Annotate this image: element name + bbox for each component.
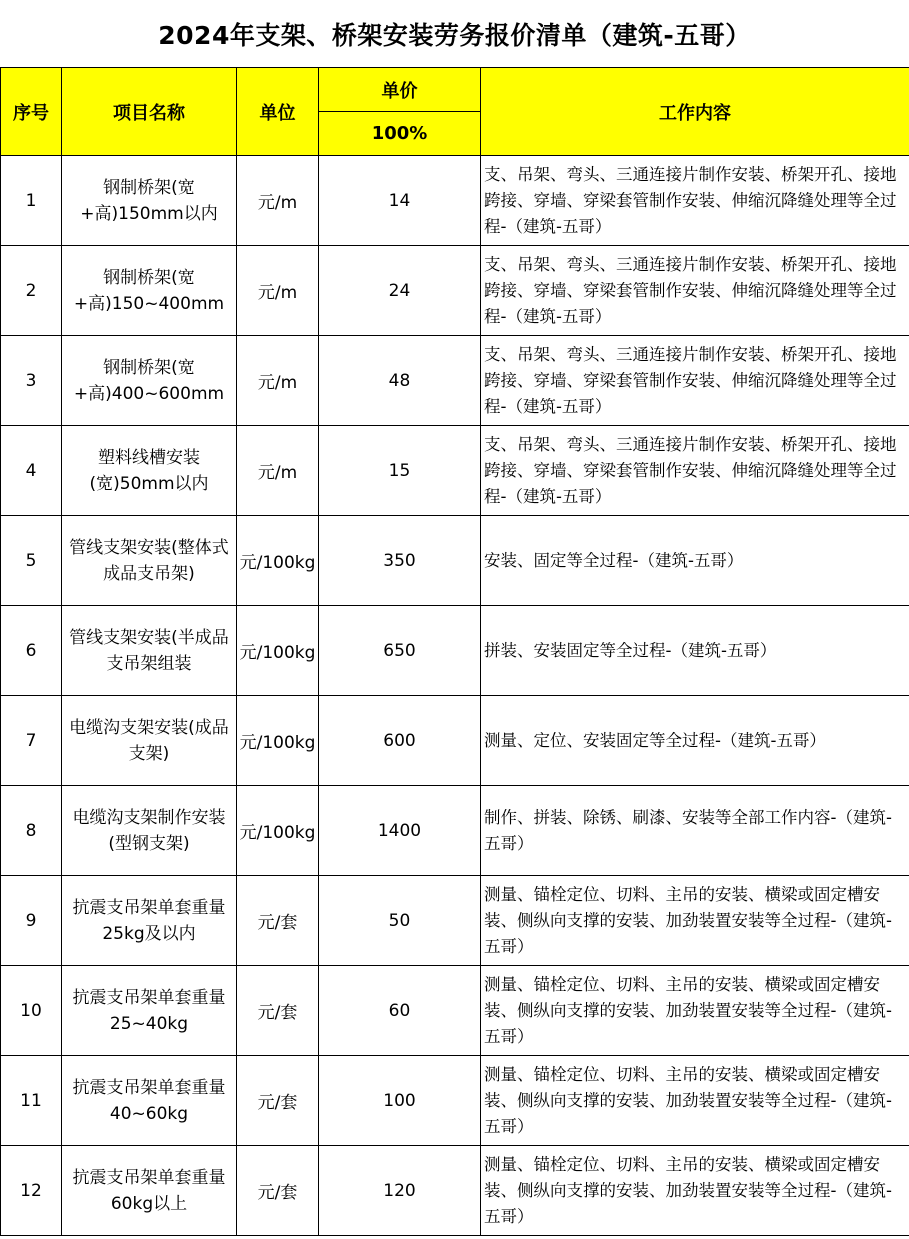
cell-work: 制作、拼装、除锈、刷漆、安装等全部工作内容-（建筑-五哥） bbox=[481, 786, 909, 876]
cell-work: 测量、锚栓定位、切料、主吊的安装、横梁或固定槽安装、侧纵向支撑的安装、加劲装置安装等全过程-（建筑-五哥） bbox=[481, 1056, 909, 1146]
cell-work: 支、吊架、弯头、三通连接片制作安装、桥架开孔、接地跨接、穿墙、穿梁套管制作安装、伸缩沉降缝处理等全过程-（建筑-五哥） bbox=[481, 246, 909, 336]
page-title: 2024年支架、桥架安装劳务报价清单（建筑-五哥） bbox=[158, 20, 751, 50]
cell-price: 60 bbox=[319, 966, 481, 1056]
cell-seq: 5 bbox=[1, 516, 62, 606]
header-work: 工作内容 bbox=[481, 68, 909, 156]
cell-seq: 11 bbox=[1, 1056, 62, 1146]
cell-name: 管线支架安装(半成品支吊架组装 bbox=[62, 606, 237, 696]
cell-seq: 4 bbox=[1, 426, 62, 516]
cell-seq: 1 bbox=[1, 156, 62, 246]
cell-unit: 元/套 bbox=[237, 876, 319, 966]
table-row bbox=[1, 786, 909, 876]
cell-price: 350 bbox=[319, 516, 481, 606]
cell-work: 支、吊架、弯头、三通连接片制作安装、桥架开孔、接地跨接、穿墙、穿梁套管制作安装、伸缩沉降缝处理等全过程-（建筑-五哥） bbox=[481, 336, 909, 426]
table-body bbox=[1, 156, 909, 1236]
table-row bbox=[1, 336, 909, 426]
cell-price: 14 bbox=[319, 156, 481, 246]
cell-name: 抗震支吊架单套重量60kg以上 bbox=[62, 1146, 237, 1236]
cell-seq: 12 bbox=[1, 1146, 62, 1236]
cell-seq: 6 bbox=[1, 606, 62, 696]
cell-name: 钢制桥架(宽+高)150~400mm bbox=[62, 246, 237, 336]
cell-unit: 元/100kg bbox=[237, 696, 319, 786]
cell-unit: 元/套 bbox=[237, 1056, 319, 1146]
cell-price: 1400 bbox=[319, 786, 481, 876]
cell-unit: 元/套 bbox=[237, 1146, 319, 1236]
cell-seq: 2 bbox=[1, 246, 62, 336]
table-row bbox=[1, 1146, 909, 1236]
cell-work: 测量、锚栓定位、切料、主吊的安装、横梁或固定槽安装、侧纵向支撑的安装、加劲装置安装等全过程-（建筑-五哥） bbox=[481, 1146, 909, 1236]
table-row bbox=[1, 516, 909, 606]
header-seq: 序号 bbox=[1, 68, 62, 156]
cell-name: 电缆沟支架安装(成品支架) bbox=[62, 696, 237, 786]
cell-work: 测量、锚栓定位、切料、主吊的安装、横梁或固定槽安装、侧纵向支撑的安装、加劲装置安装等全过程-（建筑-五哥） bbox=[481, 876, 909, 966]
cell-price: 100 bbox=[319, 1056, 481, 1146]
table-row bbox=[1, 606, 909, 696]
cell-unit: 元/套 bbox=[237, 966, 319, 1056]
cell-work: 拼装、安装固定等全过程-（建筑-五哥） bbox=[481, 606, 909, 696]
cell-unit: 元/m bbox=[237, 246, 319, 336]
cell-work: 支、吊架、弯头、三通连接片制作安装、桥架开孔、接地跨接、穿墙、穿梁套管制作安装、伸缩沉降缝处理等全过程-（建筑-五哥） bbox=[481, 156, 909, 246]
table-row bbox=[1, 966, 909, 1056]
table-row bbox=[1, 876, 909, 966]
cell-name: 抗震支吊架单套重量25kg及以内 bbox=[62, 876, 237, 966]
cell-seq: 8 bbox=[1, 786, 62, 876]
cell-price: 48 bbox=[319, 336, 481, 426]
cell-unit: 元/100kg bbox=[237, 516, 319, 606]
cell-unit: 元/100kg bbox=[237, 606, 319, 696]
cell-seq: 10 bbox=[1, 966, 62, 1056]
cell-price: 50 bbox=[319, 876, 481, 966]
cell-price: 15 bbox=[319, 426, 481, 516]
cell-price: 24 bbox=[319, 246, 481, 336]
cell-name: 电缆沟支架制作安装(型钢支架) bbox=[62, 786, 237, 876]
cell-price: 650 bbox=[319, 606, 481, 696]
cell-seq: 3 bbox=[1, 336, 62, 426]
table-row bbox=[1, 156, 909, 246]
header-price-percent: 100% bbox=[319, 112, 481, 156]
cell-unit: 元/m bbox=[237, 156, 319, 246]
table-row bbox=[1, 246, 909, 336]
cell-work: 支、吊架、弯头、三通连接片制作安装、桥架开孔、接地跨接、穿墙、穿梁套管制作安装、伸缩沉降缝处理等全过程-（建筑-五哥） bbox=[481, 426, 909, 516]
cell-name: 抗震支吊架单套重量25~40kg bbox=[62, 966, 237, 1056]
cell-name: 塑料线槽安装(宽)50mm以内 bbox=[62, 426, 237, 516]
table-row bbox=[1, 426, 909, 516]
cell-unit: 元/m bbox=[237, 336, 319, 426]
header-name: 项目名称 bbox=[62, 68, 237, 156]
cell-seq: 9 bbox=[1, 876, 62, 966]
cell-name: 抗震支吊架单套重量40~60kg bbox=[62, 1056, 237, 1146]
header-price: 单价 bbox=[319, 68, 481, 112]
table-header bbox=[1, 68, 909, 156]
cell-work: 安装、固定等全过程-（建筑-五哥） bbox=[481, 516, 909, 606]
header-unit: 单位 bbox=[237, 68, 319, 156]
table-row bbox=[1, 1056, 909, 1146]
cell-price: 120 bbox=[319, 1146, 481, 1236]
cell-unit: 元/m bbox=[237, 426, 319, 516]
cell-seq: 7 bbox=[1, 696, 62, 786]
cell-name: 管线支架安装(整体式成品支吊架) bbox=[62, 516, 237, 606]
quote-table bbox=[0, 67, 909, 1236]
cell-name: 钢制桥架(宽+高)150mm以内 bbox=[62, 156, 237, 246]
cell-unit: 元/100kg bbox=[237, 786, 319, 876]
cell-price: 600 bbox=[319, 696, 481, 786]
cell-name: 钢制桥架(宽+高)400~600mm bbox=[62, 336, 237, 426]
table-row bbox=[1, 696, 909, 786]
cell-work: 测量、定位、安装固定等全过程-（建筑-五哥） bbox=[481, 696, 909, 786]
cell-work: 测量、锚栓定位、切料、主吊的安装、横梁或固定槽安装、侧纵向支撑的安装、加劲装置安装等全过程-（建筑-五哥） bbox=[481, 966, 909, 1056]
